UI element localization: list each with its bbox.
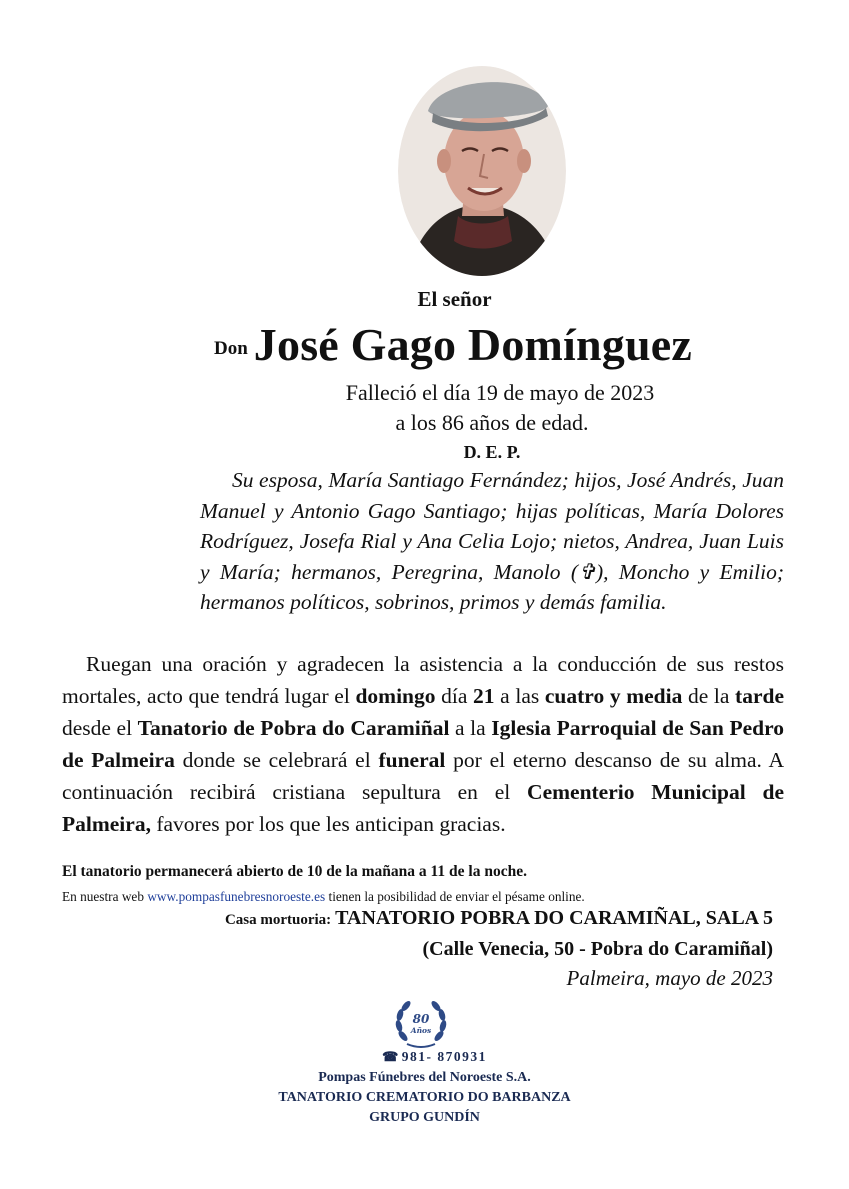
ceremony-paragraph [62, 648, 784, 840]
body-text: día [435, 684, 474, 708]
deceased-name: José Gago Domínguez [253, 319, 693, 370]
company-name: Pompas Fúnebres del Noroeste S.A. [318, 1070, 531, 1085]
logo-number: 80 [412, 1012, 430, 1026]
body-text: donde se celebrará el [174, 748, 379, 772]
funeral-home-name: TANATORIO POBRA DO CARAMIÑAL, SALA 5 [335, 907, 773, 929]
body-text: favores por los que les anticipan gracias. [150, 812, 506, 836]
death-date: Falleció el día 19 de mayo de 2023 [345, 380, 655, 405]
salutation: El señor [417, 287, 492, 311]
body-bold: 21 [473, 684, 495, 708]
web-note [62, 889, 585, 905]
portrait-photo [398, 66, 566, 276]
body-bold: cuatro y media [544, 684, 683, 708]
body-bold: Cementerio Municipal de Palmeira, [62, 780, 785, 836]
funeral-home-address: (Calle Venecia, 50 - Pobra do Caramiñal) [422, 938, 773, 960]
web-prefix: En nuestra web [62, 889, 144, 904]
honorific: Don [214, 338, 248, 359]
body-text: a la [449, 716, 492, 740]
family-list: Su esposa, María Santiago Fernández; hijos, José Andrés, Juan Manuel y Antonio Gago Santiago; hijas políticas, María Dolores Rodríguez, Josefa Rial y Ana Celia Lojo; nietos, Andrea, Juan Luis y María; hermanos, Peregrina, Manolo (✞), Moncho y Emilio; hermanos políticos, sobrinos, primos y demás familia. [200, 468, 784, 614]
body-bold: tarde [735, 684, 784, 708]
body-text: Ruegan una oración y agradecen la asistencia a la conducción de sus restos mortales, acto que tendrá lugar el [62, 652, 784, 708]
rip-text: D. E. P. [463, 442, 521, 462]
phone-icon: ☎ [382, 1049, 400, 1064]
phone-number[interactable]: 981- 870931 [401, 1049, 487, 1064]
anniversary-logo [389, 996, 453, 1052]
body-bold: domingo [355, 684, 436, 708]
funeral-home-label: Casa mortuoria: [224, 912, 332, 928]
opening-hours: El tanatorio permanecerá abierto de 10 de la mañana a 11 de la noche. [62, 863, 527, 880]
place-date: Palmeira, mayo de 2023 [566, 966, 773, 990]
web-suffix: tienen la posibilidad de enviar el pésame online. [328, 889, 585, 904]
body-text: desde el [62, 716, 138, 740]
body-bold: funeral [378, 748, 446, 772]
body-text: por el eterno descanso de su alma. A continuación recibirá cristiana sepultura en el [62, 748, 784, 804]
logo-word: Años [410, 1026, 432, 1035]
website-link[interactable]: www.pompasfunebresnoroeste.es [147, 889, 326, 904]
body-text: a las [494, 684, 545, 708]
deceased-name-line [214, 318, 692, 371]
crematorium-name: TANATORIO CREMATORIO DO BARBANZA [278, 1090, 571, 1105]
funeral-home [225, 907, 773, 930]
body-bold: Tanatorio de Pobra do Caramiñal [137, 716, 450, 740]
age-at-death: a los 86 años de edad. [395, 410, 589, 435]
group-name: GRUPO GUNDÍN [369, 1110, 480, 1125]
body-bold: Iglesia Parroquial de San Pedro de Palmeira [62, 716, 785, 772]
body-text: de la [682, 684, 736, 708]
phone-line [0, 1049, 849, 1065]
